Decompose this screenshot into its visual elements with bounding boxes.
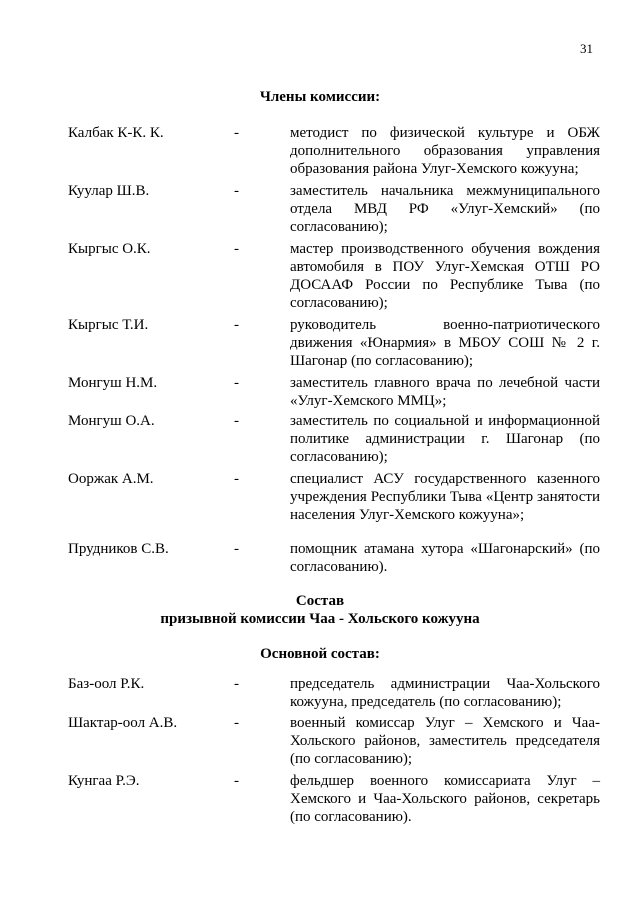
member-role: заместитель главного врача по лечебной части «Улуг-Хемского ММЦ»;: [290, 375, 600, 409]
member-entry: [0, 182, 640, 242]
member-dash: -: [234, 773, 239, 789]
main-composition-heading: Основной состав:: [260, 646, 380, 662]
member-name: Монгуш О.А.: [68, 413, 155, 429]
member-role: руководитель военно-патриотического движения «Юнармия» в МБОУ СОШ № 2 г. Шагонар (по согласованию);: [290, 317, 600, 369]
member-role: методист по физической культуре и ОБЖ дополнительного образования управления образования района Улуг-Хемского кожууна;: [290, 125, 600, 177]
composition-subtitle: призывной комиссии Чаа - Хольского кожууна: [160, 611, 480, 627]
composition-title: Состав: [295, 593, 345, 609]
member-role: председатель администрации Чаа-Хольского кожууна, председатель (по согласованию);: [290, 676, 600, 710]
member-name: Куулар Ш.В.: [68, 183, 150, 199]
member-dash: -: [234, 715, 239, 731]
member-name: Кыргыс О.К.: [68, 241, 151, 257]
member-role: заместитель начальника межмуниципального отдела МВД РФ «Улуг-Хемский» (по согласованию);: [290, 183, 600, 235]
member-dash: -: [234, 375, 239, 391]
member-role: помощник атамана хутора «Шагонарский» (по согласованию).: [290, 541, 600, 575]
member-dash: -: [234, 317, 239, 333]
member-dash: -: [234, 471, 239, 487]
member-name: Калбак К-К. К.: [68, 125, 164, 141]
members-heading: Члены комиссии:: [259, 89, 381, 105]
member-entry: [0, 540, 640, 600]
member-dash: -: [234, 125, 239, 141]
member-entry: [0, 124, 640, 184]
composition-entry: [0, 772, 640, 832]
member-entry: [0, 412, 640, 472]
member-name: Прудников С.В.: [68, 541, 169, 557]
member-role: мастер производственного обучения вождения автомобиля в ПОУ Улуг-Хемская ОТШ РО ДОСААФ России по Республике Тыва (по согласованию);: [290, 241, 600, 311]
member-name: Монгуш Н.М.: [68, 375, 158, 391]
member-role: заместитель по социальной и информационной политике администрации г. Шагонар (по согласованию);: [290, 413, 600, 465]
member-name: Ооржак А.М.: [68, 471, 154, 487]
member-name: Шактар-оол А.В.: [68, 715, 178, 731]
page-number: 31: [580, 41, 593, 56]
member-entry: [0, 470, 640, 530]
member-name: Кыргыс Т.И.: [68, 317, 149, 333]
member-entry: [0, 316, 640, 376]
member-role: военный комиссар Улуг – Хемского и Чаа-Хольского районов, заместитель председателя (по согласованию);: [290, 715, 600, 767]
member-dash: -: [234, 541, 239, 557]
member-dash: -: [234, 241, 239, 257]
member-role: специалист АСУ государственного казенного учреждения Республики Тыва «Центр занятости населения Улуг-Хемского кожууна»;: [290, 471, 600, 523]
member-role: фельдшер военного комиссариата Улуг – Хемского и Чаа-Хольского районов, секретарь (по согласованию).: [290, 773, 600, 825]
member-dash: -: [234, 183, 239, 199]
member-dash: -: [234, 676, 239, 692]
member-name: Баз-оол Р.К.: [68, 676, 145, 692]
member-dash: -: [234, 413, 239, 429]
composition-entry: [0, 714, 640, 774]
member-name: Кунгаа Р.Э.: [68, 773, 140, 789]
member-entry: [0, 240, 640, 311]
